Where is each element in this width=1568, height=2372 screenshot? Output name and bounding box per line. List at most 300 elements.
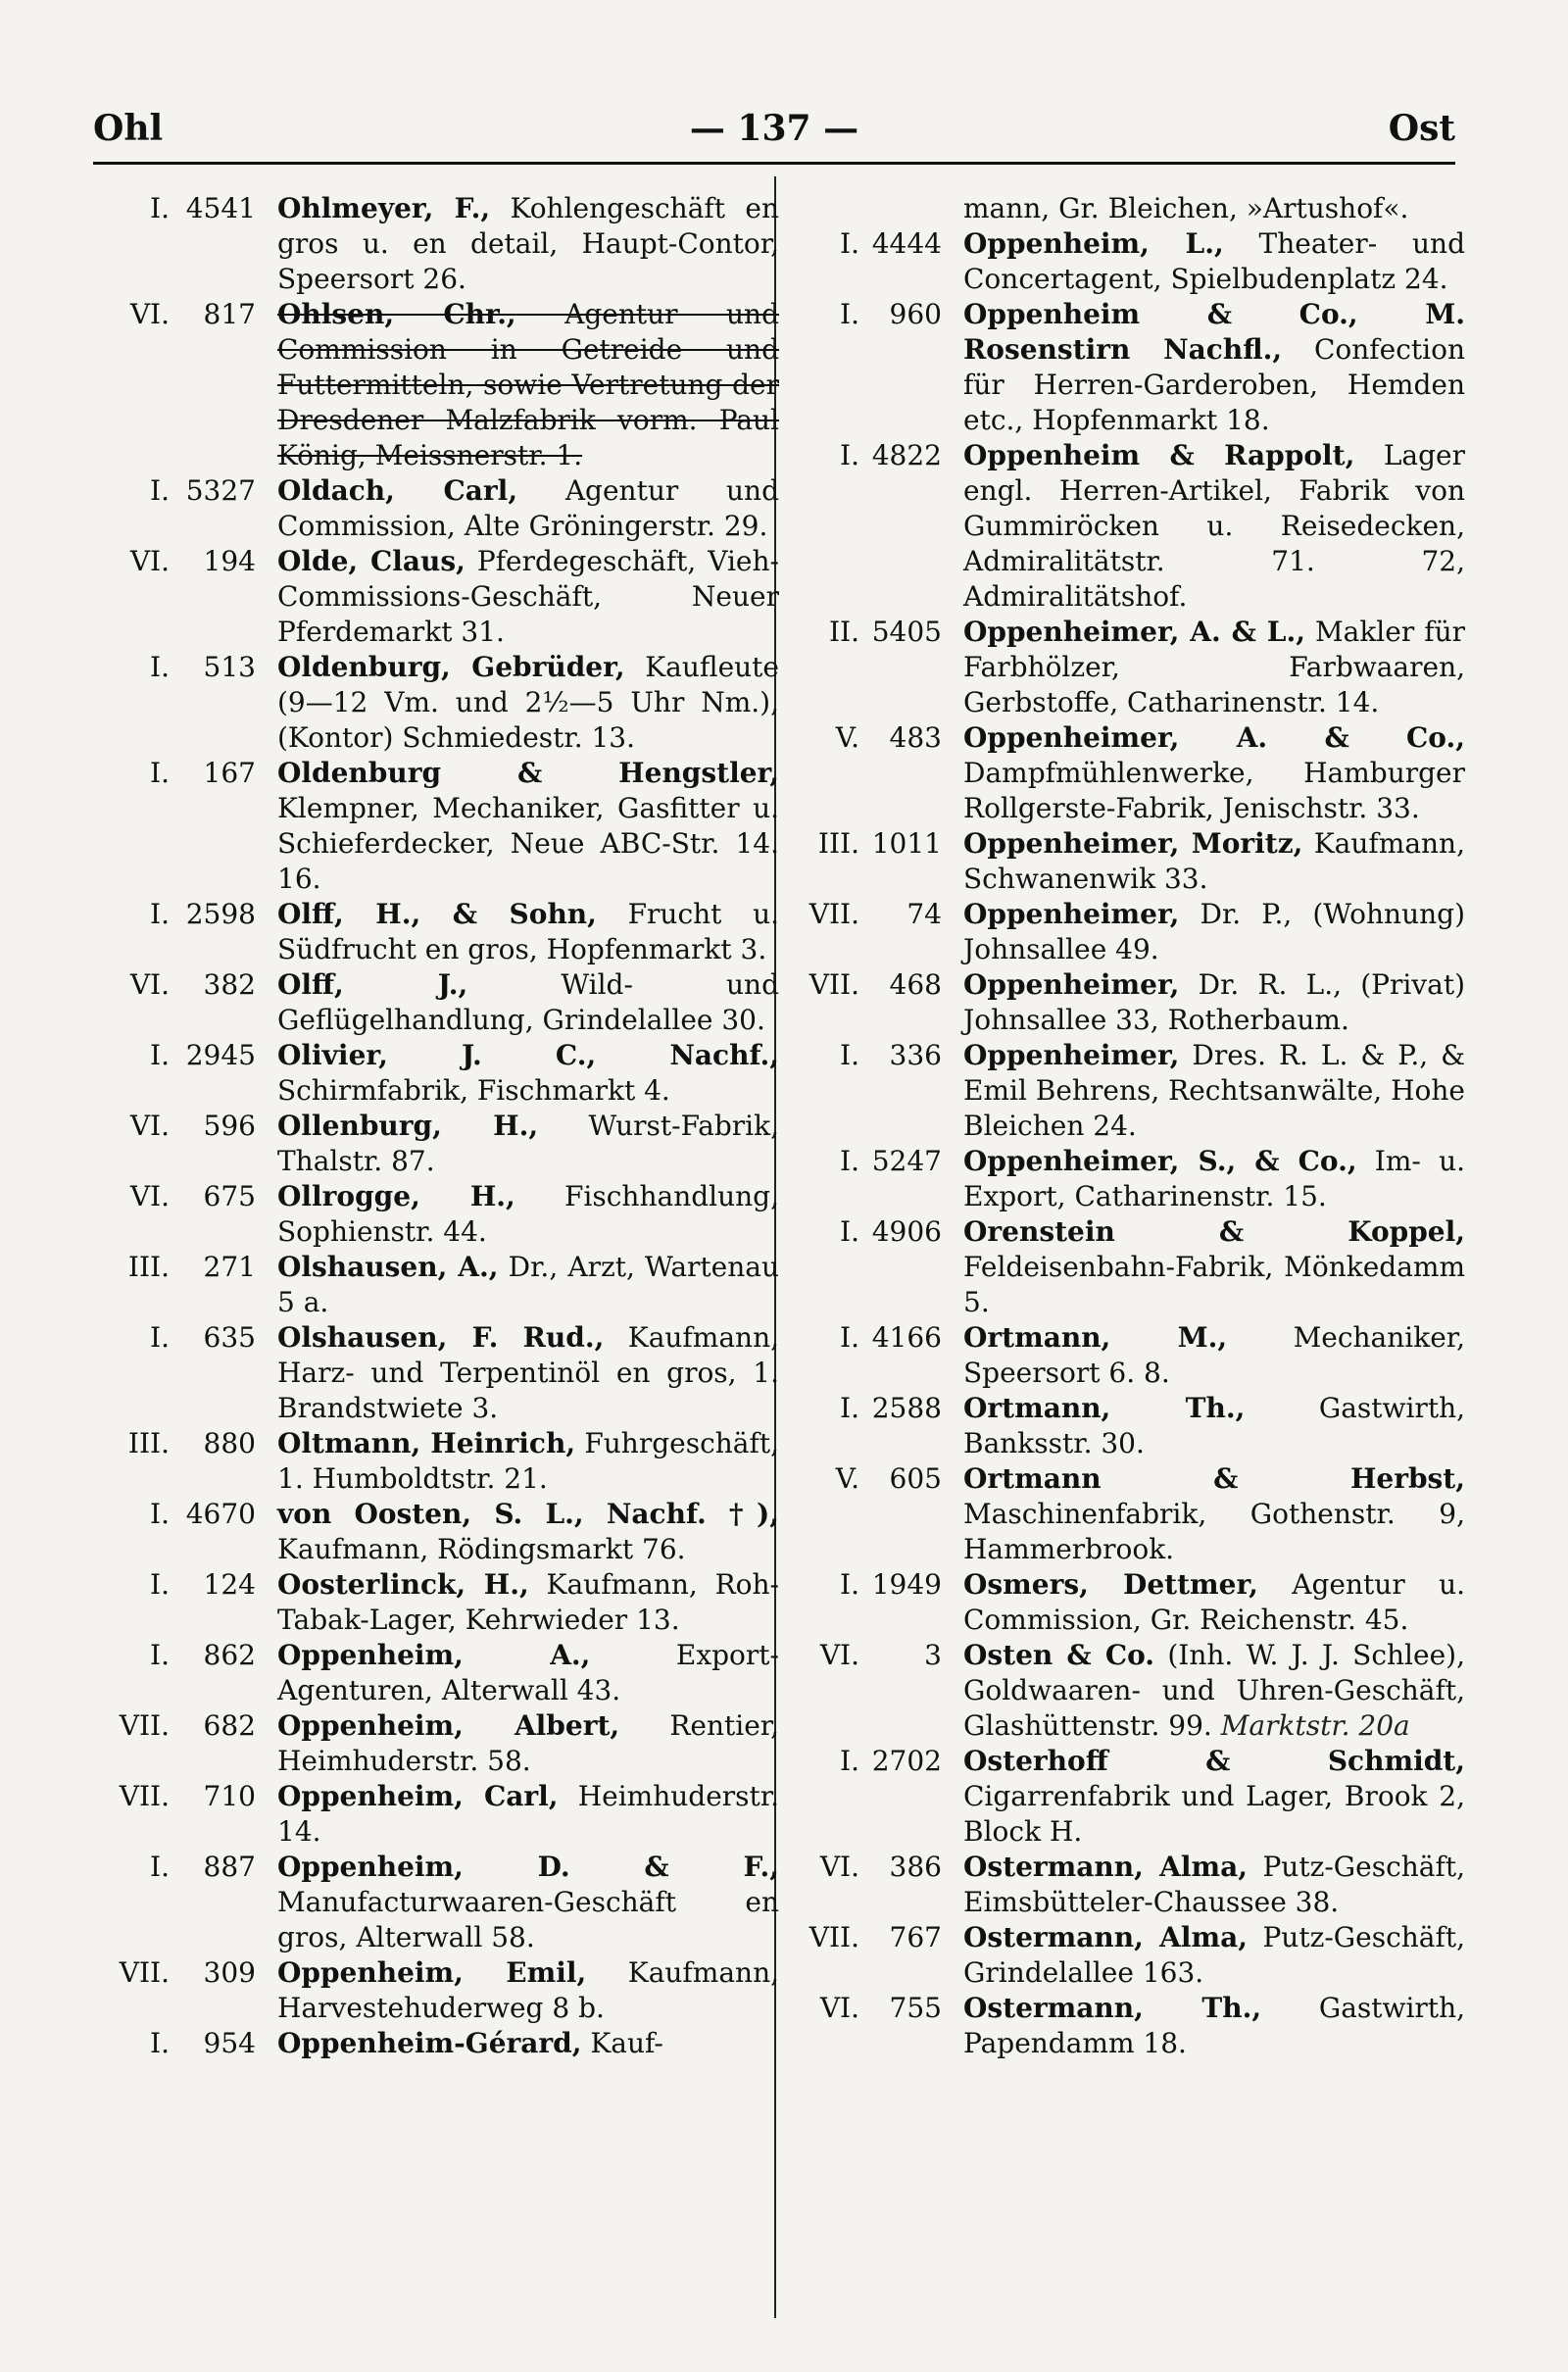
entry-name: Osmers, Dettmer,	[963, 1568, 1258, 1601]
entry-reference	[93, 1567, 260, 1638]
entry-text: Kohlengeschäft en gros u. en detail, Haupt-Contor, Speersort 26.	[277, 192, 779, 295]
entry-reference	[799, 1214, 946, 1320]
entry-body	[946, 1920, 1465, 1991]
entry-body	[946, 1850, 1465, 1920]
entry-text: Kaufmann, Rödingsmarkt 76.	[277, 1533, 686, 1565]
directory-entry	[799, 897, 1465, 967]
district-number: I.	[150, 1321, 170, 1354]
entry-name: Oppenheimer, S., & Co.,	[963, 1145, 1357, 1177]
phone-number: 4166	[871, 1321, 942, 1354]
phone-number: 167	[203, 757, 256, 789]
phone-number: 682	[203, 1709, 256, 1742]
entry-body	[260, 1250, 779, 1320]
directory-entry	[799, 1391, 1465, 1461]
district-number: I.	[840, 1392, 859, 1424]
entry-reference	[799, 1920, 946, 1991]
entry-name: Oldenburg, Gebrüder,	[277, 651, 625, 683]
directory-entry	[93, 1497, 779, 1567]
entry-body	[946, 1567, 1465, 1638]
entry-reference	[799, 438, 946, 615]
district-number: I.	[840, 298, 859, 330]
entry-name: Oppenheimer,	[963, 968, 1180, 1001]
district-number: VII.	[119, 1780, 170, 1812]
entry-body	[260, 1038, 779, 1109]
phone-number: 483	[889, 721, 942, 754]
district-number: VII.	[119, 1709, 170, 1742]
entry-reference	[799, 897, 946, 967]
entry-body	[946, 1391, 1465, 1461]
phone-number: 2598	[185, 898, 256, 930]
entry-reference	[799, 615, 946, 720]
directory-entry	[93, 1638, 779, 1708]
entry-text: Wild- und Geflügelhandlung, Grindelallee 30.	[277, 968, 780, 1036]
entry-body	[946, 1461, 1465, 1567]
entry-name: Oldach, Carl,	[277, 474, 518, 507]
entry-body	[260, 1497, 779, 1567]
entry-text: Dr. P., (Wohnung) Johnsallee 49.	[963, 898, 1465, 965]
entry-text: Kauf-	[581, 2027, 663, 2059]
district-number: I.	[150, 757, 170, 789]
phone-number: 596	[203, 1110, 256, 1142]
header-left: Ohl	[93, 108, 164, 149]
entry-reference	[93, 1638, 260, 1708]
entry-name: Oppenheimer,	[963, 898, 1180, 930]
entry-name: Oosterlinck, H.,	[277, 1568, 529, 1601]
directory-entry	[93, 191, 779, 297]
entry-body	[946, 1038, 1465, 1144]
entry-body	[946, 438, 1465, 615]
entry-name: Ollenburg, H.,	[277, 1110, 539, 1142]
entry-text: Manufacturwaaren-Geschäft en gros, Alterwall 58.	[277, 1886, 779, 1953]
entry-name: Oppenheim, Carl,	[277, 1780, 559, 1812]
entry-reference	[799, 720, 946, 826]
right-column	[799, 191, 1465, 2061]
district-number: VI.	[129, 968, 170, 1001]
district-number: I.	[840, 1039, 859, 1071]
directory-entry	[93, 1850, 779, 1955]
entry-reference	[799, 1461, 946, 1567]
entry-name: Ortmann, M.,	[963, 1321, 1228, 1354]
entry-text: Kaufmann, Harz- und Terpentinöl en gros, 1. Brandstwiete 3.	[277, 1321, 780, 1424]
handwritten-note: Marktstr. 20a	[1211, 1709, 1410, 1742]
entry-body	[260, 544, 779, 650]
entry-text: Kaufmann, Roh-Tabak-Lager, Kehrwieder 13.	[277, 1568, 780, 1636]
district-number: VII.	[808, 898, 859, 930]
phone-number: 862	[203, 1639, 256, 1671]
phone-number: 755	[889, 1992, 942, 2024]
directory-entry	[93, 1426, 779, 1497]
header-right: Ost	[1388, 108, 1455, 149]
entry-text: Agentur und Commission, Alte Gröningerstr. 29.	[277, 474, 779, 542]
district-number: VII.	[119, 1956, 170, 1989]
phone-number: 124	[203, 1568, 256, 1601]
entry-reference	[93, 897, 260, 967]
phone-number: 382	[203, 968, 256, 1001]
phone-number: 309	[203, 1956, 256, 1989]
directory-entry	[93, 1779, 779, 1850]
district-number: VI.	[819, 1851, 859, 1883]
entry-body	[260, 1955, 779, 2026]
phone-number: 767	[889, 1921, 942, 1953]
directory-entry	[799, 1038, 1465, 1144]
entry-reference	[799, 1144, 946, 1214]
entry-reference	[93, 1250, 260, 1320]
entry-body	[946, 897, 1465, 967]
entry-name: Olshausen, F. Rud.,	[277, 1321, 605, 1354]
entry-name: Oppenheimer, A. & L.,	[963, 616, 1305, 648]
district-number: I.	[150, 2027, 170, 2059]
entry-body	[946, 1744, 1465, 1850]
phone-number: 74	[906, 898, 942, 930]
entry-name: Oppenheim, Emil,	[277, 1956, 587, 1989]
district-number: I.	[150, 1039, 170, 1071]
page-header	[93, 108, 1455, 157]
entry-text: Frucht u. Südfrucht en gros, Hopfenmarkt 3.	[277, 898, 780, 965]
entry-name: Oppenheimer, A. & Co.,	[963, 721, 1465, 754]
district-number: VI.	[819, 1992, 859, 2024]
entry-text: (Inh. W. J. J. Schlee), Goldwaaren- und Uhren-Geschäft, Glashüttenstr. 99.	[963, 1639, 1465, 1742]
entry-reference	[93, 756, 260, 897]
district-number: VI.	[129, 1110, 170, 1142]
entry-text: Dr. R. L., (Privat) Johnsallee 33, Rotherbaum.	[963, 968, 1465, 1036]
phone-number: 5327	[185, 474, 256, 507]
entry-body	[946, 615, 1465, 720]
entry-body	[946, 967, 1465, 1038]
directory-entry	[93, 1708, 779, 1779]
phone-number: 887	[203, 1851, 256, 1883]
entry-text: Dr., Arzt, Wartenau 5 a.	[277, 1251, 779, 1318]
district-number: VII.	[808, 968, 859, 1001]
directory-entry	[799, 1214, 1465, 1320]
entry-name: Olff, H., & Sohn,	[277, 898, 597, 930]
district-number: I.	[150, 192, 170, 224]
entry-text: Maschinenfabrik, Gothenstr. 9, Hammerbrook.	[963, 1498, 1465, 1565]
entry-reference	[93, 1497, 260, 1567]
entry-reference	[93, 191, 260, 297]
district-number: I.	[150, 898, 170, 930]
entry-name: Ohlsen, Chr.,	[277, 298, 516, 330]
directory-entry	[93, 2026, 779, 2061]
entry-body	[260, 650, 779, 756]
district-number: I.	[150, 474, 170, 507]
entry-name: Ostermann, Alma,	[963, 1921, 1249, 1953]
entry-name: Ollrogge, H.,	[277, 1180, 515, 1212]
entry-reference	[93, 967, 260, 1038]
directory-entry	[799, 826, 1465, 897]
phone-number: 2945	[185, 1039, 256, 1071]
entry-reference	[93, 1109, 260, 1179]
entry-text: Fischhandlung, Sophienstr. 44.	[277, 1180, 779, 1248]
entry-text: Putz-Geschäft, Eimsbütteler-Chaussee 38.	[963, 1851, 1466, 1918]
entry-reference	[799, 826, 946, 897]
district-number: I.	[840, 1215, 859, 1248]
entry-body	[946, 720, 1465, 826]
entry-body	[260, 191, 779, 297]
entry-text: Agentur u. Commission, Gr. Reichenstr. 45.	[963, 1568, 1465, 1636]
directory-entry	[93, 297, 779, 473]
phone-number: 880	[203, 1427, 256, 1459]
entry-reference	[799, 1391, 946, 1461]
phone-number: 194	[203, 545, 256, 577]
entry-text: Lager engl. Herren-Artikel, Fabrik von Gummiröcken u. Reisedecken, Admiralitätstr. 71. 72, Admiralitätshof.	[963, 439, 1465, 613]
entry-name: Osten & Co.	[963, 1639, 1155, 1671]
entry-name: Ostermann, Alma,	[963, 1851, 1249, 1883]
entry-body	[260, 897, 779, 967]
entry-reference	[93, 1179, 260, 1250]
entry-reference	[799, 1038, 946, 1144]
entry-name: Oppenheimer,	[963, 1039, 1180, 1071]
phone-number: 675	[203, 1180, 256, 1212]
entry-reference	[799, 1638, 946, 1744]
entry-text: Kaufmann, Harvestehuderweg 8 b.	[277, 1956, 780, 2024]
district-number: I.	[150, 1639, 170, 1671]
entry-reference	[799, 226, 946, 297]
entry-name: Ostermann, Th.,	[963, 1992, 1262, 2024]
district-number: I.	[840, 1145, 859, 1177]
directory-entry	[93, 544, 779, 650]
district-number: I.	[150, 1498, 170, 1530]
directory-entry	[93, 967, 779, 1038]
district-number: VI.	[819, 1639, 859, 1671]
directory-entry	[93, 1179, 779, 1250]
phone-number: 710	[203, 1780, 256, 1812]
district-number: VI.	[129, 1180, 170, 1212]
entry-reference	[93, 1850, 260, 1955]
entry-body	[260, 2026, 779, 2061]
entry-name: Oppenheimer, Moritz,	[963, 827, 1303, 860]
page-number: — 137 —	[689, 108, 859, 149]
directory-entry	[799, 967, 1465, 1038]
entry-text: Gastwirth, Banksstr. 30.	[963, 1392, 1466, 1459]
directory-entry	[799, 615, 1465, 720]
district-number: I.	[840, 1568, 859, 1601]
entry-text: Klempner, Mechaniker, Gasfitter u. Schieferdecker, Neue ABC-Str. 14. 16.	[277, 792, 779, 895]
entry-body	[260, 1320, 779, 1426]
directory-entry	[93, 1250, 779, 1320]
district-number: I.	[840, 1745, 859, 1777]
entry-body	[260, 967, 779, 1038]
entry-body	[946, 1991, 1465, 2061]
entry-name: Osterhoff & Schmidt,	[963, 1745, 1465, 1777]
phone-number: 2702	[871, 1745, 942, 1777]
directory-entry	[93, 1567, 779, 1638]
entry-body	[260, 756, 779, 897]
entry-body	[946, 1320, 1465, 1391]
entry-name: Oppenheim, A.,	[277, 1639, 591, 1671]
entry-name: Olivier, J. C., Nachf.,	[277, 1039, 779, 1071]
entry-text: Mechaniker, Speersort 6. 8.	[963, 1321, 1465, 1389]
entry-name: Oppenheim-Gérard,	[277, 2027, 582, 2059]
entry-reference	[93, 1779, 260, 1850]
entry-name: Olde, Claus,	[277, 545, 466, 577]
entry-text: Putz-Geschäft, Grindelallee 163.	[963, 1921, 1466, 1989]
phone-number: 336	[889, 1039, 942, 1071]
entry-text: Kaufmann, Schwanenwik 33.	[963, 827, 1465, 895]
district-number: V.	[835, 1462, 859, 1495]
directory-entry	[93, 756, 779, 897]
phone-number: 3	[924, 1639, 942, 1671]
continuation-text: mann, Gr. Bleichen, »Artushof«.	[963, 192, 1409, 224]
district-number: III.	[127, 1251, 170, 1283]
phone-number: 954	[203, 2027, 256, 2059]
phone-number: 1949	[871, 1568, 942, 1601]
entry-name: Oldenburg & Hengstler,	[277, 757, 779, 789]
entry-name: Oppenheim, Albert,	[277, 1709, 620, 1742]
entry-body	[260, 1708, 779, 1779]
directory-entry	[799, 438, 1465, 615]
district-number: III.	[817, 827, 859, 860]
entry-reference	[93, 1955, 260, 2026]
entry-body	[260, 1779, 779, 1850]
entry-name: Oltmann, Heinrich,	[277, 1427, 576, 1459]
entry-text: Theater- und Concertagent, Spielbudenplatz 24.	[963, 227, 1465, 295]
entry-name: Orenstein & Koppel,	[963, 1215, 1465, 1248]
entry-text: Dampfmühlenwerke, Hamburger Rollgerste-Fabrik, Jenischstr. 33.	[963, 757, 1465, 824]
directory-entry	[799, 1320, 1465, 1391]
entry-name: Oppenheim, L.,	[963, 227, 1224, 260]
entry-name: Olshausen, A.,	[277, 1251, 499, 1283]
entry-text: Im- u. Export, Catharinenstr. 15.	[963, 1145, 1466, 1212]
entry-body	[946, 297, 1465, 438]
entry-reference	[799, 1320, 946, 1391]
entry-reference	[93, 650, 260, 756]
entry-reference	[799, 297, 946, 438]
district-number: I.	[840, 227, 859, 260]
district-number: I.	[840, 439, 859, 471]
entry-text: Wurst-Fabrik, Thalstr. 87.	[277, 1110, 779, 1177]
entry-reference	[799, 1567, 946, 1638]
entry-reference	[93, 473, 260, 544]
directory-entry	[799, 1638, 1465, 1744]
entry-reference	[93, 1320, 260, 1426]
directory-entry	[93, 650, 779, 756]
phone-number: 605	[889, 1462, 942, 1495]
entry-name: Ortmann, Th.,	[963, 1392, 1246, 1424]
directory-entry	[799, 297, 1465, 438]
entry-body	[260, 1638, 779, 1708]
phone-number: 4541	[185, 192, 256, 224]
entry-name: Ohlmeyer, F.,	[277, 192, 491, 224]
entry-body	[946, 826, 1465, 897]
entry-body	[946, 1214, 1465, 1320]
header-rule	[93, 162, 1455, 165]
entry-body	[260, 473, 779, 544]
entry-name: Olff, J.,	[277, 968, 468, 1001]
entry-text: Fuhrgeschäft, 1. Humboldtstr. 21.	[277, 1427, 779, 1495]
entry-reference	[93, 544, 260, 650]
entry-body	[946, 226, 1465, 297]
phone-number: 4670	[185, 1498, 256, 1530]
entry-text: Rentier, Heimhuderstr. 58.	[277, 1709, 780, 1777]
entry-text: Export-Agenturen, Alterwall 43.	[277, 1639, 780, 1706]
entry-body	[260, 1850, 779, 1955]
directory-entry	[93, 1320, 779, 1426]
phone-number: 4906	[871, 1215, 942, 1248]
phone-number: 4444	[871, 227, 942, 260]
phone-number: 2588	[871, 1392, 942, 1424]
entry-body	[946, 1638, 1465, 1744]
district-number: VI.	[129, 298, 170, 330]
directory-entry	[799, 1991, 1465, 2061]
entry-reference	[799, 967, 946, 1038]
entry-body	[260, 1426, 779, 1497]
directory-entry	[93, 473, 779, 544]
entry-name: Oppenheim, D. & F.,	[277, 1851, 779, 1883]
entry-text: Feldeisenbahn-Fabrik, Mönkedamm 5.	[963, 1251, 1465, 1318]
entry-name: Oppenheim & Co., M. Rosenstirn Nachfl.,	[963, 298, 1465, 366]
entry-reference	[93, 297, 260, 473]
entry-text: Dres. R. L. & P., & Emil Behrens, Rechtsanwälte, Hohe Bleichen 24.	[963, 1039, 1465, 1142]
directory-entry	[799, 1144, 1465, 1214]
directory-entry	[799, 1461, 1465, 1567]
entry-text: Kaufleute (9—12 Vm. und 2½—5 Uhr Nm.), (Kontor) Schmiedestr. 13.	[277, 651, 779, 754]
entry-text: Heimhuderstr. 14.	[277, 1780, 780, 1848]
entry-text: Gastwirth, Papendamm 18.	[963, 1992, 1465, 2059]
directory-entry	[799, 1567, 1465, 1638]
entry-reference	[799, 1991, 946, 2061]
entry-name: von Oosten, S. L., Nachf. †),	[277, 1498, 779, 1530]
entry-text: Pferdegeschäft, Vieh-Commissions-Geschäft, Neuer Pferdemarkt 31.	[277, 545, 779, 648]
district-number: VI.	[129, 545, 170, 577]
directory-entry	[799, 1850, 1465, 1920]
phone-number: 513	[203, 651, 256, 683]
district-number: III.	[127, 1427, 170, 1459]
district-number: VII.	[808, 1921, 859, 1953]
entry-name: Ortmann & Herbst,	[963, 1462, 1465, 1495]
entry-reference	[799, 1744, 946, 1850]
entry-text: Confection für Herren-Garderoben, Hemden etc., Hopfenmarkt 18.	[963, 333, 1465, 436]
entry-reference	[93, 1426, 260, 1497]
phone-number: 960	[889, 298, 942, 330]
entry-reference	[799, 1850, 946, 1920]
entry-body	[260, 1567, 779, 1638]
directory-entry	[93, 1109, 779, 1179]
district-number: I.	[840, 1321, 859, 1354]
entry-body	[260, 1109, 779, 1179]
entry-body	[260, 297, 779, 473]
district-number: V.	[835, 721, 859, 754]
entry-text: Cigarrenfabrik und Lager, Brook 2, Block H.	[963, 1780, 1465, 1848]
entry-body	[946, 1144, 1465, 1214]
directory-entry	[93, 1955, 779, 2026]
directory-entry	[93, 897, 779, 967]
entry-body	[260, 1179, 779, 1250]
directory-entry	[799, 1744, 1465, 1850]
phone-number: 5247	[871, 1145, 942, 1177]
entry-reference	[93, 2026, 260, 2061]
entry-text: Makler für Farbhölzer, Farbwaaren, Gerbstoffe, Catharinenstr. 14.	[963, 616, 1465, 718]
directory-entry	[799, 720, 1465, 826]
phone-number: 4822	[871, 439, 942, 471]
entry-name: Oppenheim & Rappolt,	[963, 439, 1355, 471]
directory-entry	[799, 226, 1465, 297]
entry-text: Schirmfabrik, Fischmarkt 4.	[277, 1074, 670, 1107]
district-number: I.	[150, 1851, 170, 1883]
entry-reference	[93, 1708, 260, 1779]
left-column	[93, 191, 779, 2061]
phone-number: 5405	[871, 616, 942, 648]
entry-reference	[93, 1038, 260, 1109]
phone-number: 1011	[871, 827, 942, 860]
directory-entry	[93, 1038, 779, 1109]
district-number: I.	[150, 1568, 170, 1601]
phone-number: 817	[203, 298, 256, 330]
entry-text: Agentur und Commission in Getreide und Futtermitteln, sowie Vertretung der Dresdener Malzfabrik vorm. Paul König, Meissnerstr. 1.	[277, 298, 779, 471]
district-number: I.	[150, 651, 170, 683]
phone-number: 271	[203, 1251, 256, 1283]
district-number: II.	[828, 616, 859, 648]
phone-number: 468	[889, 968, 942, 1001]
